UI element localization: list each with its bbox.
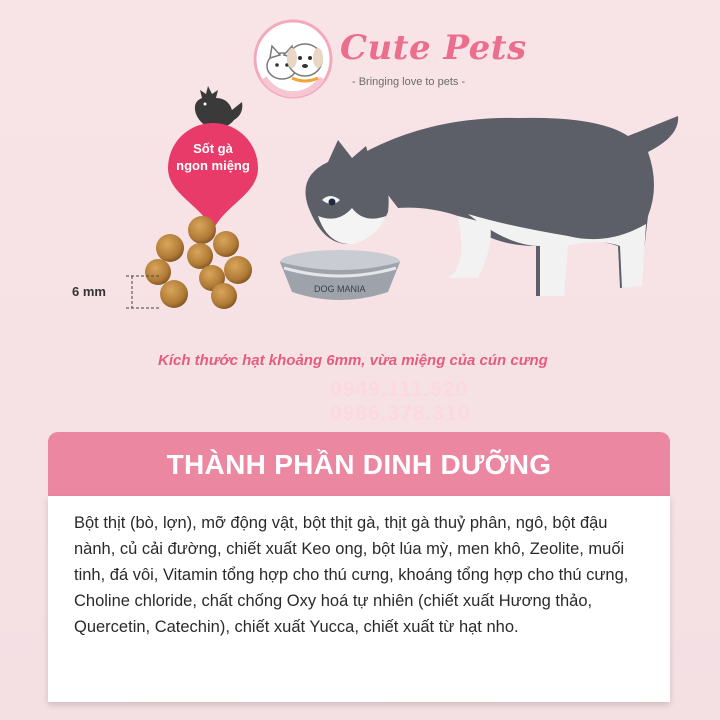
kibble-pieces bbox=[120, 212, 270, 322]
nutrition-panel bbox=[48, 432, 670, 702]
brand-name: Cute Pets bbox=[340, 28, 527, 68]
flavor-line-1: Sốt gà bbox=[193, 141, 233, 156]
nutrition-ingredients-text: Bột thịt (bò, lợn), mỡ động vật, bột thịt gà, thịt gà thuỷ phân, ngô, bột đậu nành, củ cải đường, chiết xuất Keo ong, bột lúa mỳ, men khô, Zeolite, muối tinh, đá vôi, Vitamin tổng hợp cho thú cưng, khoáng tổng hợp cho thú cưng, Choline chloride, chất chống Oxy hoá tự nhiên (chiết xuất Hương thảo, Quercetin, Catechin), chiết xuất Yucca, chiết xuất từ hạt nho. bbox=[74, 514, 629, 636]
phone-watermark bbox=[330, 378, 470, 426]
kibble-size-caption: Kích thước hạt khoảng 6mm, vừa miệng của cún cưng bbox=[158, 352, 548, 369]
phone-number-1: 0949.111.520 bbox=[330, 378, 469, 401]
dog-bowl bbox=[280, 250, 400, 300]
nutrition-panel-body bbox=[48, 496, 670, 702]
kibble-size-label: 6 mm bbox=[72, 284, 106, 299]
nutrition-panel-header bbox=[48, 432, 670, 496]
flavor-line-2: ngon miệng bbox=[176, 158, 250, 173]
nutrition-title: THÀNH PHẦN DINH DƯỠNG bbox=[166, 449, 552, 480]
husky-puppy-image bbox=[268, 96, 688, 336]
brand-tagline: - Bringing love to pets - bbox=[352, 76, 466, 88]
phone-number-2: 0986.378.310 bbox=[330, 402, 471, 425]
brand-logo bbox=[252, 18, 527, 100]
flavor-label bbox=[150, 140, 276, 174]
bowl-brand-text: DOG MANIA bbox=[314, 284, 366, 294]
